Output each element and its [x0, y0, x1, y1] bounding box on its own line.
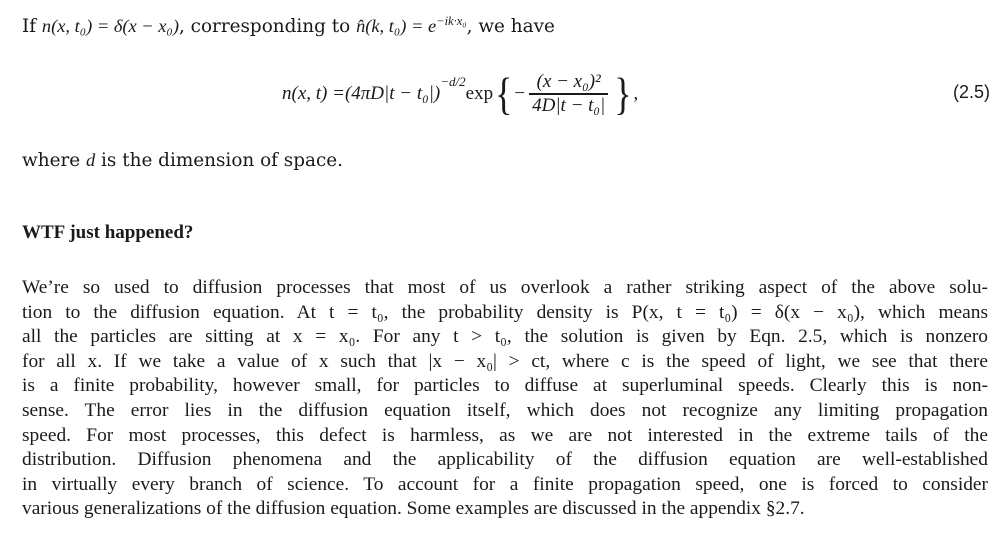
equation-fraction: [529, 71, 608, 116]
after-eq-text-1: where: [22, 150, 86, 171]
paragraph-line: in virtually every branch of science. To account for a finite propagation speed, one is forced to consider: [22, 473, 988, 495]
display-equation: [22, 56, 992, 132]
left-brace: {: [495, 69, 513, 119]
equation-trailing-comma: ,: [633, 83, 639, 104]
equation-body: n(x, t) = (4πD|t − t₀|) $^{-d/2}$ exp { − $\frac{\text{(x − x₀)²}}{\text{4D|t − t₀|}}$ } ,: [282, 69, 639, 119]
after-eq-text-2: is the dimension of space.: [95, 150, 344, 171]
intro-text-mid: , corresponding to: [178, 16, 357, 37]
document-page: [22, 0, 992, 548]
paragraph-line: various generalizations of the diffusion equation. Some examples are discussed in the appendix §2.7.: [22, 498, 805, 520]
fourier-exponent: −ik·x₀: [436, 13, 467, 28]
fourier-condition-math: n̂(k, t₀) = e: [356, 16, 437, 36]
intro-line: [22, 14, 555, 39]
after-equation-line: [22, 148, 343, 173]
paragraph-line: distribution. Diffusion phenomena and the applicability of the diffusion equation are well-established: [22, 449, 988, 471]
body-paragraph: [22, 276, 992, 522]
equation-lhs: n(x, t) =: [282, 83, 345, 104]
section-title: WTF just happened?: [22, 222, 194, 243]
equation-prefactor: (4πD|t − t₀|): [344, 83, 441, 104]
fraction-denominator: 4D|t − t₀|: [532, 94, 606, 116]
equation-minus: −: [514, 83, 526, 104]
paragraph-line: sense. The error lies in the diffusion equation itself, which does not recognize any limiting propagation: [22, 399, 988, 421]
dimension-variable: d: [86, 150, 96, 170]
intro-text-before: If: [22, 16, 42, 37]
paragraph-line: is a finite probability, however small, for particles to diffuse at superluminal speeds. Clearly this is non-: [22, 375, 988, 397]
equation-number: (2.5): [952, 82, 990, 102]
paragraph-line: for all x. If we take a value of x such that |x − x₀| > ct, where c is the speed of light, we see that there: [22, 350, 988, 372]
paragraph-line: all the particles are sitting at x = x₀. For any t > t₀, the solution is given by Eqn. 2.5, which is nonzero: [22, 326, 988, 348]
paragraph-line: speed. For most processes, this defect is harmless, as we are not interested in the extreme tails of the: [22, 424, 988, 446]
paragraph-line: tion to the diffusion equation. At t = t₀, the probability density is P(x, t = t₀) = δ(x − x₀), which means: [22, 301, 988, 323]
initial-condition-math: n(x, t₀) = δ(x − x₀): [41, 16, 179, 36]
paragraph-line: We’re so used to diffusion processes that most of us overlook a rather striking aspect of the above solu-: [22, 277, 988, 298]
fraction-numerator: (x − x₀)²: [536, 71, 601, 93]
intro-text-after: , we have: [466, 16, 555, 37]
right-brace: }: [614, 69, 632, 119]
equation-exp-word: exp: [465, 83, 494, 104]
